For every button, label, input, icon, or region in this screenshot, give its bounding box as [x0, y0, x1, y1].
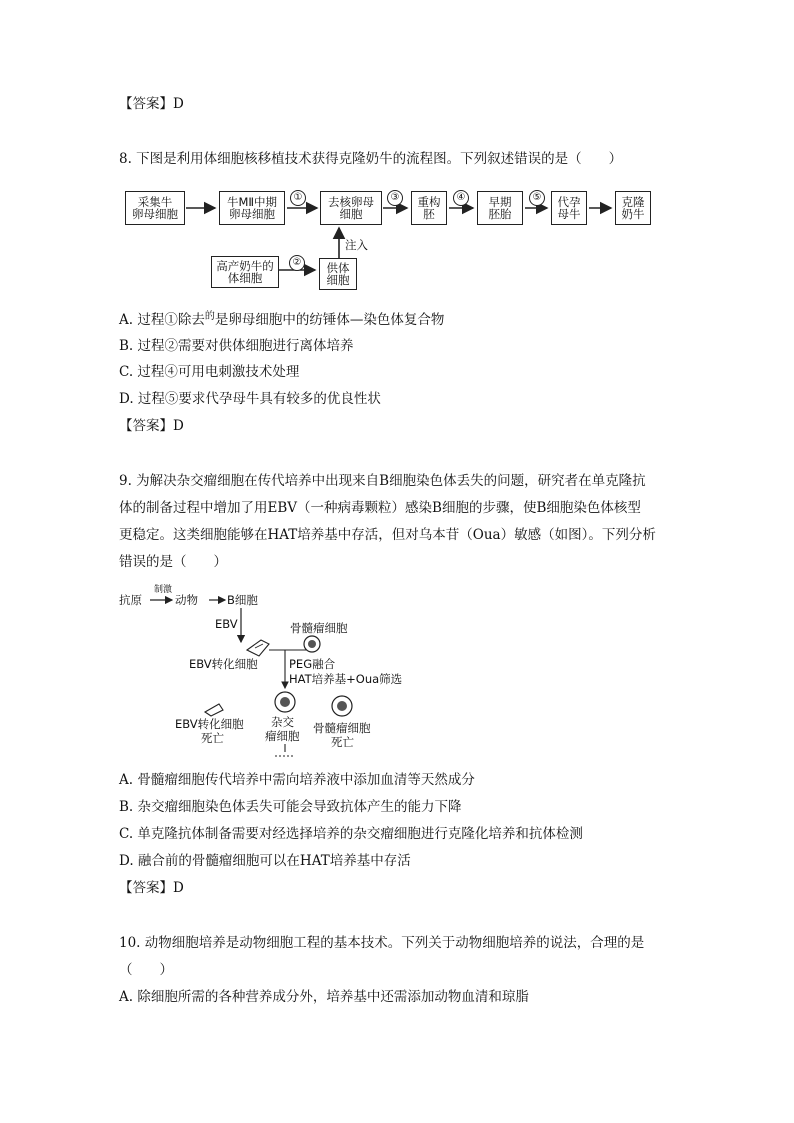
ebv-cell-death-label-1: EBV转化细胞 — [175, 717, 244, 731]
step-2-marker: ② — [289, 255, 305, 271]
step-5-marker: ⑤ — [529, 190, 545, 206]
b-cell-label: B细胞 — [227, 593, 258, 607]
myeloma-cell-label: 骨髓瘤细胞 — [290, 621, 348, 635]
animal-label: 动物 — [175, 593, 198, 607]
box-collect-oocyte: 采集牛 卵母细胞 — [125, 191, 185, 225]
q9-option-a: A. 骨髓瘤细胞传代培养中需向培养液中添加血清等天然成分 — [119, 772, 475, 788]
box-somatic-cell: 高产奶牛的 体细胞 — [211, 256, 279, 288]
q9-answer: 【答案】D — [119, 880, 184, 896]
box-mii-oocyte: 牛MⅡ中期 卵母细胞 — [219, 191, 285, 225]
antigen-label: 抗原 — [119, 593, 142, 607]
stimulation-label: 制激 — [154, 585, 173, 595]
ebv-label: EBV — [215, 617, 238, 631]
hybridoma-label-2: 瘤细胞 — [265, 729, 300, 743]
box-enucleated-oocyte: 去核卵母 细胞 — [320, 191, 382, 225]
peg-fusion-label: PEG融合 — [289, 657, 336, 671]
step-1-marker: ① — [290, 190, 306, 206]
myeloma-death-label-1: 骨髓瘤细胞 — [313, 721, 371, 735]
q9-stem-line-4: 错误的是（ ） — [119, 554, 227, 570]
q8-flow-diagram — [119, 183, 679, 293]
box-surrogate-cow: 代孕 母牛 — [551, 191, 587, 225]
q9-option-b: B. 杂交瘤细胞染色体丢失可能会导致抗体产生的能力下降 — [119, 799, 462, 815]
hat-selection-label: HAT培养基+Oua筛选 — [289, 672, 403, 686]
box-donor-cell: 供体 细胞 — [319, 258, 357, 290]
q8-option-b: B. 过程②需要对供体细胞进行离体培养 — [119, 338, 354, 354]
box-reconstructed-embryo: 重构 胚 — [411, 191, 447, 225]
inject-label: 注入 — [345, 238, 368, 252]
q8-answer: 【答案】D — [119, 418, 184, 434]
step-4-marker: ④ — [453, 190, 469, 206]
q10-stem-line-1: 10. 动物细胞培养是动物细胞工程的基本技术。下列关于动物细胞培养的说法，合理的是 — [119, 935, 645, 951]
q9-stem-line-2: 体的制备过程中增加了用EBV（一种病毒颗粒）感染B细胞的步骤，使B细胞染色体核型 — [119, 500, 641, 516]
step-3-marker: ③ — [387, 190, 403, 206]
q10-stem-line-2: （ ） — [119, 962, 173, 978]
ebv-transformed-cell-label: EBV转化细胞 — [189, 657, 258, 671]
q8-option-c: C. 过程④可用电刺激技术处理 — [119, 364, 300, 380]
box-early-embryo: 早期 胚胎 — [477, 191, 523, 225]
q9-option-c: C. 单克隆抗体制备需要对经选择培养的杂交瘤细胞进行克隆化培养和抗体检测 — [119, 826, 583, 842]
q9-option-d: D. 融合前的骨髓瘤细胞可以在HAT培养基中存活 — [119, 853, 411, 869]
answer-q7: 【答案】D — [119, 96, 184, 112]
q8-stem: 8. 下图是利用体细胞核移植技术获得克隆奶牛的流程图。下列叙述错误的是（ ） — [119, 151, 623, 167]
ebv-cell-death-label-2: 死亡 — [201, 731, 224, 745]
q8-option-a: A. 过程①除去$^的$是卵母细胞中的纺锤体—染色体复合物 — [119, 311, 445, 328]
q9-figure — [119, 584, 419, 764]
hybridoma-label-1: 杂交 — [271, 715, 294, 729]
myeloma-death-label-2: 死亡 — [331, 735, 354, 749]
q9-stem-line-1: 9. 为解决杂交瘤细胞在传代培养中出现来自B细胞染色体丢失的问题，研究者在单克隆抗 — [119, 473, 646, 489]
q8-option-d: D. 过程⑤要求代孕母牛具有较多的优良性状 — [119, 391, 381, 407]
q10-option-a: A. 除细胞所需的各种营养成分外，培养基中还需添加动物血清和琼脂 — [119, 989, 529, 1005]
q9-stem-line-3: 更稳定。这类细胞能够在HAT培养基中存活，但对乌本苷（Oua）敏感（如图）。下列分析 — [119, 527, 656, 543]
box-cloned-cow: 克隆 奶牛 — [615, 191, 651, 225]
